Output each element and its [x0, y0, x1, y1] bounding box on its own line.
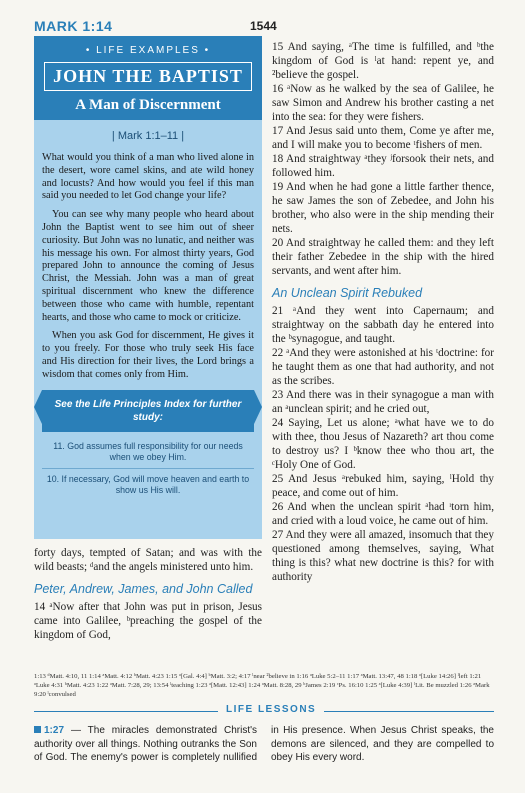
section-heading: Peter, Andrew, James, and John Called [34, 582, 253, 596]
verse: 23 And there was in their synagogue a man with an ᵃunclean spirit; and he cried out, [272, 389, 494, 415]
lesson-ref: 1:27 [44, 725, 65, 736]
verse: 17 And Jesus said unto them, Come ye after me, and I will make you to become ᵗfishers of men. [272, 125, 494, 151]
verse: 18 And straightway ᵃthey ʲforsook their nets, and followed him. [272, 153, 494, 179]
verse: 20 And straightway he called them: and they left their father Zebedee in the ship with the hired servants, and went after him. [272, 237, 494, 277]
verse: 24 Saying, Let us alone; ᵃwhat have we to do with thee, thou Jesus of Nazareth? art thou come to destroy us? I ᵇknow thee who thou art, the ᶜHoly One of God. [272, 417, 494, 471]
verse: 21 ᵃAnd they went into Capernaum; and straightway on the sabbath day he entered into the ᵇsynagogue, and taught. [272, 305, 494, 345]
verse: 22 ᵃAnd they were astonished at his ᵗdoctrine: for he taught them as one that had authority, and not as the scribes. [272, 347, 494, 387]
life-lessons-divider [34, 704, 494, 718]
life-lessons-label: LIFE LESSONS [218, 704, 324, 715]
sidebar-kicker: • LIFE EXAMPLES • [85, 45, 211, 56]
left-column-text [34, 546, 262, 642]
sidebar-header [34, 39, 262, 120]
sidebar-paragraph: What would you think of a man who lived alone in the desert, wore camel skins, and ate wild honey and locusts? And how would you feel if this man said you needed to let God change your life? [42, 152, 254, 202]
verse: 14 ᵃNow after that John was put in prison, Jesus came into Galilee, ᵇpreaching the gospel of the kingdom of God, [34, 601, 262, 641]
life-examples-sidebar [34, 36, 262, 539]
sidebar-body [34, 152, 262, 382]
principle-item: 11. God assumes full responsibility for our needs when we obey Him. [42, 436, 254, 469]
principles-list [42, 436, 254, 501]
cross-reference-notes: 1:13 ᵈMatt. 4:10, 11 1:14 ᵃMatt. 4:12 ᵇMatt. 4:23 1:15 ᵃ[Gal. 4:4] ᵇMatt. 3:2; 4:17 ˡnear ²believe in 1:16 ᵃLuke 5:2–11 1:17 ᵃMatt. 13:47, 48 1:18 ᵃ[Luke 14:26] ˡleft 1:21 ᵃLuke 4:31 ᵇMatt. 4:23 1:22 ᵃMatt. 7:28, 29; 13:54 ˡteaching 1:23 ᵃ[Matt. 12:43] 1:24 ᵃMatt. 8:28, 29 ᵇJames 2:19 ᶜPs. 16:10 1:25 ᵃ[Luke 4:39] ˡLit. Be muzzled 1:26 ᵃMark 9:20 ˡconvulsed [34, 673, 490, 698]
life-principles-banner: See the Life Principles Index for further study: [42, 390, 254, 432]
verse: 15 And saying, ᵃThe time is fulfilled, and ᵇthe kingdom of God is ˡat hand: repent ye, and ²believe the gospel. [272, 41, 494, 81]
sidebar-paragraph: You can see why many people who heard about John the Baptist went to see him out of sheer curiosity. But John was no lunatic, and neither was his message his own. For almost thirty years, God prepared John to announce the coming of Jesus Christ, the Messiah. John was a man of great spiritual discernment who knew the difference between those who came with humble, repentant hearts, and those who came to mock or criticize. [42, 209, 254, 323]
verse: 25 And Jesus ᵃrebuked him, saying, ˡHold thy peace, and come out of him. [272, 473, 494, 499]
running-header-reference: MARK 1:14 [34, 18, 113, 34]
sidebar-paragraph: When you ask God for discernment, He gives it to you freely. For those who truly seek His face and His direction for their lives, the Lord brings a wisdom that comes only from Him. [42, 330, 254, 380]
verse: 27 And they were all amazed, insomuch that they questioned among themselves, saying, What thing is this? what new doctrine is this? for with authority [272, 529, 494, 583]
verse: 16 ᵃNow as he walked by the sea of Galilee, he saw Simon and Andrew his brother casting a net into the sea: for they were fishers. [272, 83, 494, 123]
verse-continuation: forty days, tempted of Satan; and was with the wild beasts; ᵈand the angels ministered unto him. [34, 547, 262, 573]
section-heading: An Unclean Spirit Rebuked [272, 286, 423, 300]
bullet-square-icon [34, 726, 41, 733]
life-lessons-body [34, 724, 494, 765]
lesson-text: — The miracles demonstrated Christ's authority over all things. Nothing outranks the Son of God. The enemy's power is completely nullified in His presence. When Jesus Christ speaks, the demons are silenced, and they are compelled to obey His every word. [34, 725, 494, 763]
sidebar-subtitle: A Man of Discernment [75, 97, 221, 113]
page-number: 1544 [250, 19, 277, 33]
sidebar-scripture-ref: | Mark 1:1–11 | [111, 130, 185, 142]
verse: 19 And when he had gone a little farther thence, he saw James the son of Zebedee, and John his brother, who also were in the ship mending their nets. [272, 181, 494, 235]
right-column-text [272, 40, 494, 584]
verse: 26 And when the unclean spirit ᵃhad ᶦtorn him, and cried with a loud voice, he came out of him. [272, 501, 494, 527]
sidebar-title: JOHN THE BAPTIST [44, 62, 252, 91]
principle-item: 10. If necessary, God will move heaven and earth to show us His will. [46, 473, 250, 495]
